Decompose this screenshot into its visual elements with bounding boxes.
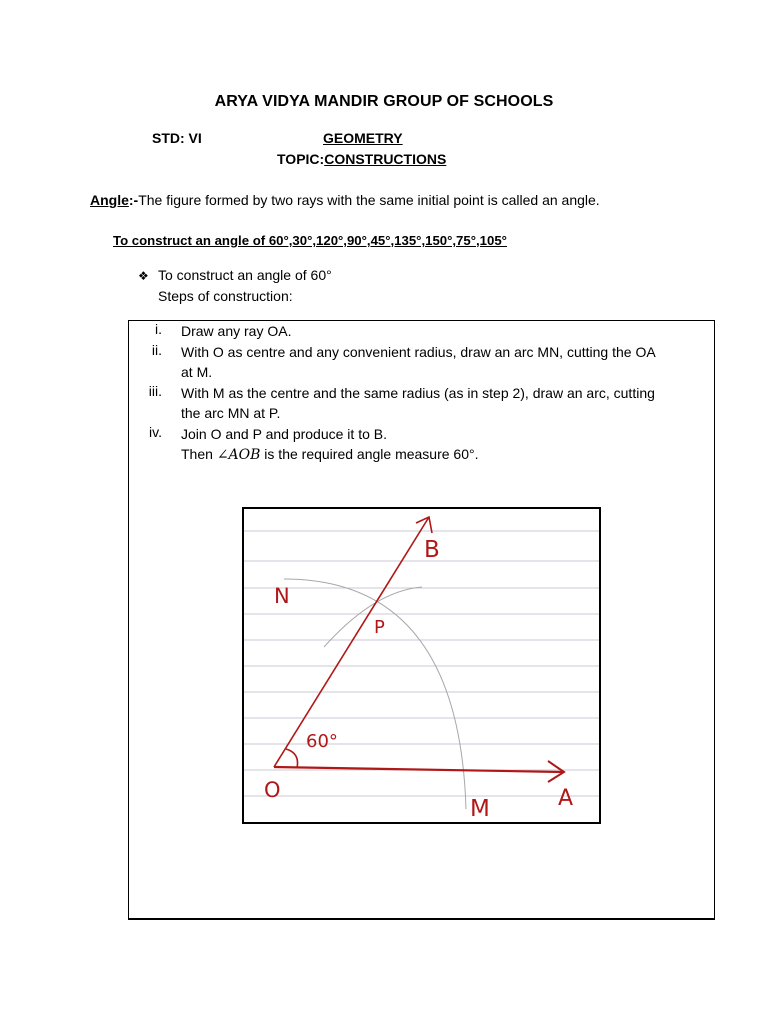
- label-m: M: [470, 796, 490, 822]
- conclusion-line: [181, 444, 478, 466]
- label-a: A: [558, 786, 574, 811]
- standard-label: STD: VI: [152, 130, 202, 146]
- step-line: at M.: [181, 364, 213, 380]
- step-line: Join O and P and produce it to B.: [181, 425, 387, 442]
- angle-arc: [286, 749, 298, 768]
- school-title: ARYA VIDYA MANDIR GROUP OF SCHOOLS: [214, 93, 554, 110]
- step-number: iii.: [148, 382, 162, 399]
- section-heading: To construct an angle of 60°,30°,120°,90°,45°,135°,150°,75°,105°: [113, 233, 507, 248]
- topic-prefix: TOPIC:: [277, 151, 325, 167]
- definition-separator: :-: [128, 192, 139, 208]
- label-n: N: [274, 584, 290, 608]
- label-p: P: [374, 617, 385, 638]
- step-line: Draw any ray OA.: [181, 323, 292, 339]
- label-o: O: [264, 778, 281, 802]
- ray-ob: [274, 517, 429, 767]
- step-number: ii.: [151, 341, 162, 358]
- subject-title: GEOMETRY: [323, 130, 403, 146]
- bullet-text: To construct an angle of 60°: [158, 267, 332, 283]
- steps-label: Steps of construction:: [158, 288, 293, 304]
- angle-definition: [90, 192, 600, 208]
- definition-text: The figure formed by two rays with the same initial point is called an angle.: [138, 192, 600, 208]
- step-number: i.: [155, 321, 162, 337]
- topic-name: CONSTRUCTIONS: [324, 151, 447, 167]
- step-line: With O as centre and any convenient radius, draw an arc MN, cutting the OA: [181, 343, 656, 360]
- bullet-item: [138, 267, 332, 283]
- label-angle: 60°: [306, 731, 338, 752]
- topic-title: [277, 151, 446, 167]
- step-line: With M as the centre and the same radius (as in step 2), draw an arc, cutting: [181, 384, 655, 401]
- figure-canvas: [244, 509, 599, 822]
- angle-symbol: ∠AOB: [216, 447, 261, 463]
- label-b: B: [424, 537, 440, 563]
- ruled-lines: [244, 531, 599, 796]
- step-number: iv.: [149, 423, 162, 440]
- definition-term: Angle: [90, 192, 129, 208]
- step-line: the arc MN at P.: [181, 405, 281, 421]
- construction-figure: [242, 507, 601, 824]
- arc-through-p: [324, 587, 422, 647]
- bullet-diamond-icon: ❖: [138, 269, 149, 283]
- conclusion-after: is the required angle measure 60°.: [260, 446, 479, 462]
- conclusion-before: Then: [181, 446, 217, 462]
